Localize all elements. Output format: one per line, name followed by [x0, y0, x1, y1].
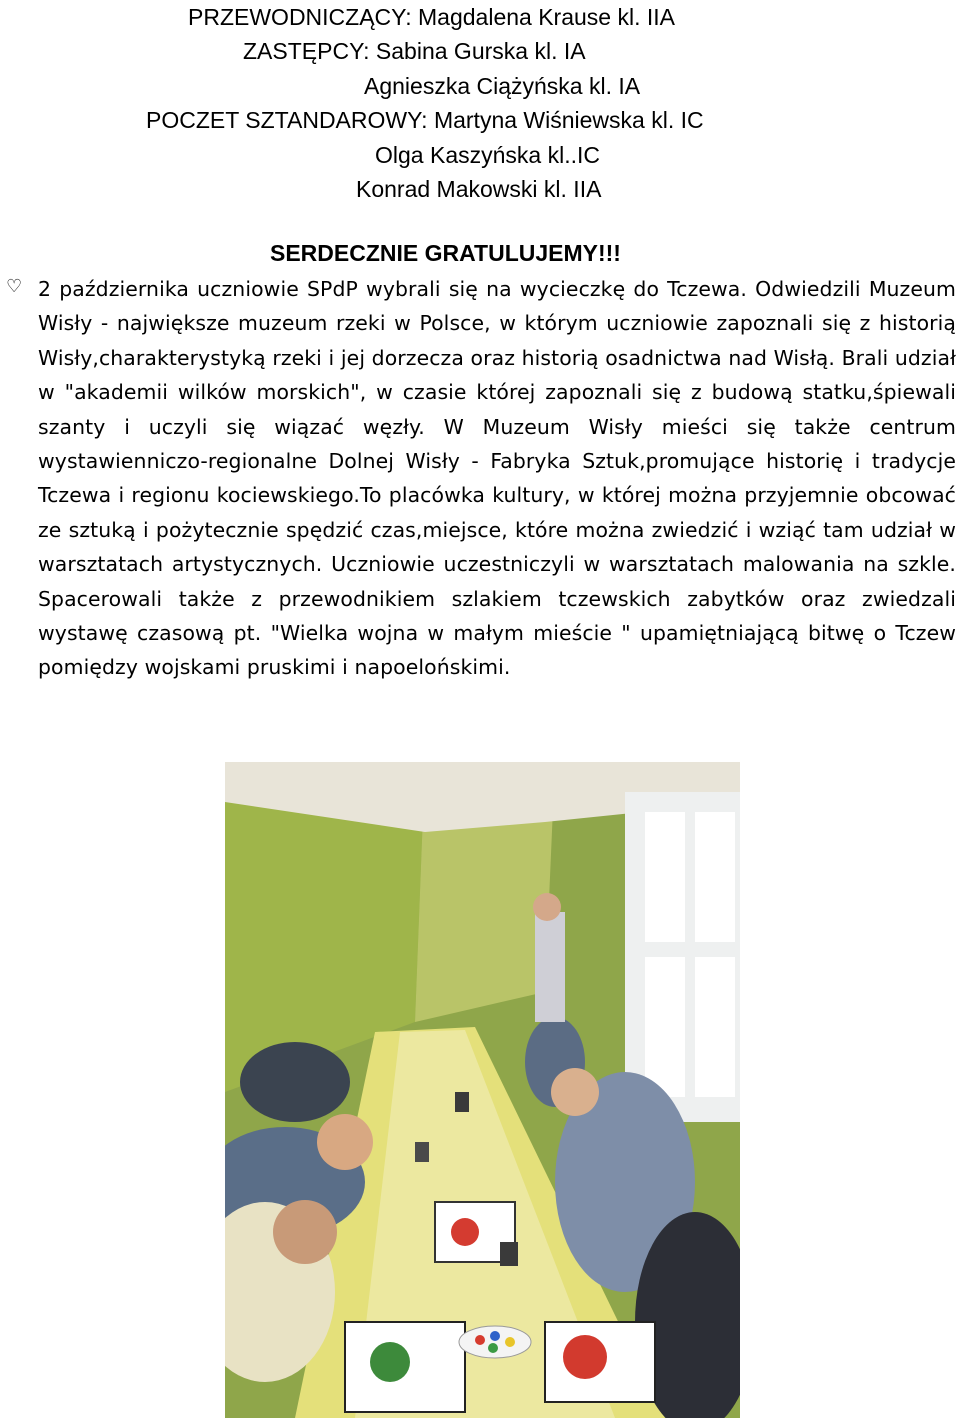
- trip-report-paragraph: 2 października uczniowie SPdP wybrali się na wycieczkę do Tczewa. Odwiedzili Muzeum Wisły - największe muzeum rzeki w Polsce, w którym uczniowie zapoznali się z historią Wisły,charakterystyką rzeki i jej dorzecza oraz historią osadnictwa nad Wisłą. Brali udział w "akademii wilków morskich", w czasie której zapoznali się z budową statku,śpiewali szanty i uczyli się wiązać węzły. W Muzeum Wisły mieści się także centrum wystawienniczo-regionalne Dolnej Wisły - Fabryka Sztuk,promujące historię i tradycje Tczewa i regionu kociewskiego.To placówka kultury, w której można przyjemnie obcować ze sztuką i pożytecznie spędzić czas,miejsce, które można zwiedzić i wziąć tam udział w warsztatach artystycznych. Uczniowie uczestniczyli w warsztatach malowania na szkle. Spacerowali także z przewodnikiem szlakiem tczewskich zabytków oraz zwiedzali wystawę czasową pt. "Wielka wojna w małym mieście " upamiętniającą bitwę o Tczew pomiędzy wojskami pruskimi i napoelońskimi.: [38, 277, 956, 680]
- officer-deputy-2: Agnieszka Ciążyńska kl. IA: [364, 73, 641, 99]
- officer-standard-bearer-3: Konrad Makowski kl. IIA: [356, 176, 602, 202]
- bullet-symbol-icon: ♡: [6, 276, 23, 297]
- officer-standard-bearer-1: POCZET SZTANDAROWY: Martyna Wiśniewska kl. IC: [146, 107, 704, 133]
- officer-standard-bearer-2: Olga Kaszyńska kl..IC: [375, 142, 600, 168]
- congratulations-heading: SERDECZNIE GRATULUJEMY!!!: [270, 240, 621, 266]
- workshop-photo: [225, 762, 740, 1418]
- officer-deputy-1: ZASTĘPCY: Sabina Gurska kl. IA: [243, 38, 586, 64]
- officer-chair: PRZEWODNICZĄCY: Magdalena Krause kl. IIA: [188, 4, 675, 30]
